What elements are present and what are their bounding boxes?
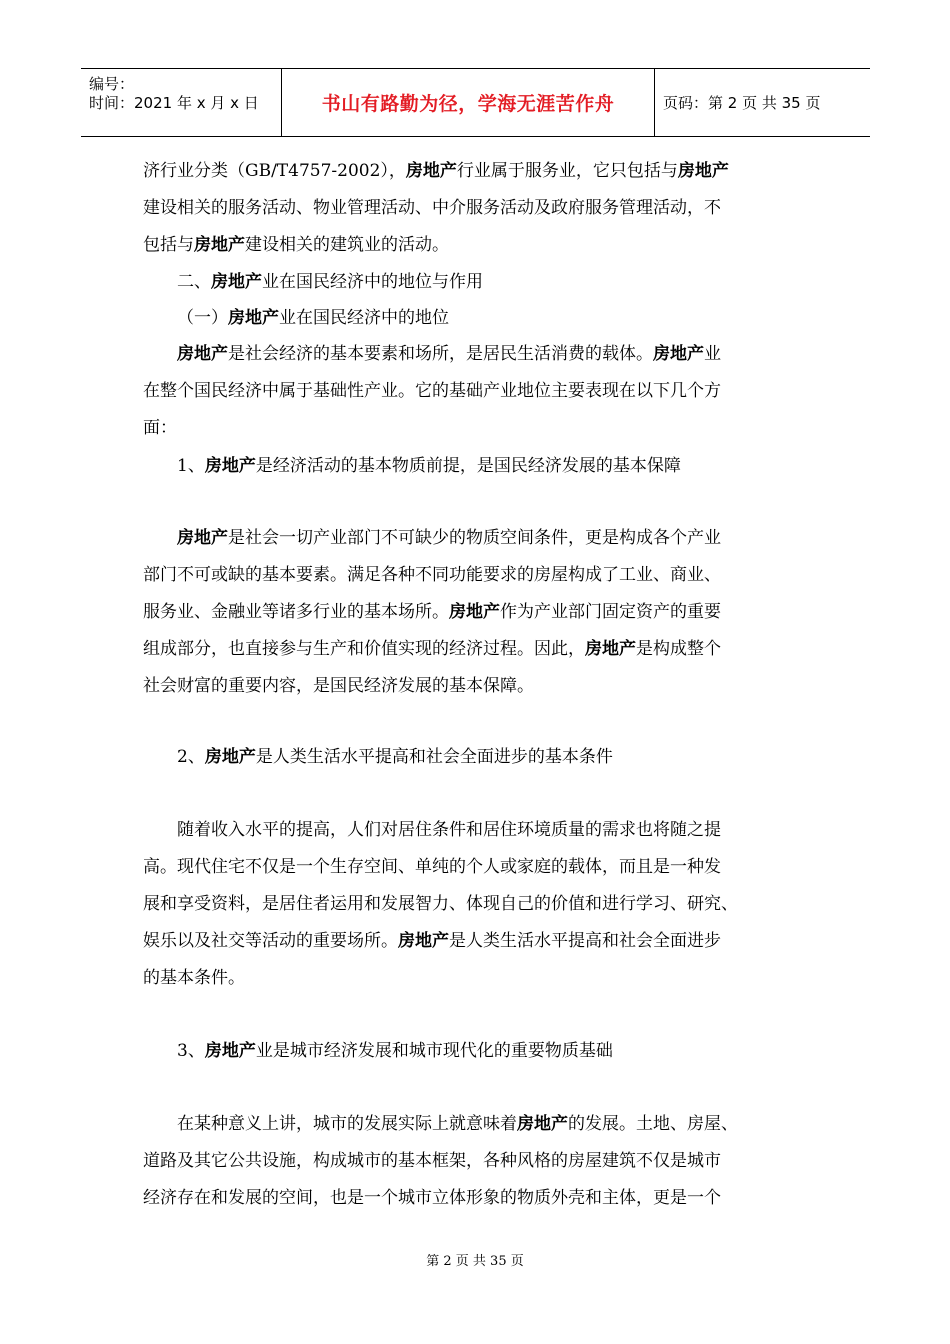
text-segment: 是经济活动的基本物质前提，是国民经济发展的基本保障: [255, 456, 681, 476]
text-segment: 组成部分，也直接参与生产和价值实现的经济过程。因此，: [143, 639, 585, 659]
text-line: [143, 893, 808, 915]
keyword-emphasis: 房地产: [177, 528, 228, 548]
text-segment: 1、: [177, 456, 205, 476]
text-line: [143, 527, 842, 549]
text-segment: 业在国民经济中的地位: [279, 308, 449, 328]
text-line: [143, 271, 842, 293]
text-line: [143, 380, 808, 402]
keyword-emphasis: 房地产: [204, 747, 256, 767]
text-line: [143, 930, 808, 952]
text-segment: 道路及其它公共设施，构成城市的基本框架，各种风格的房屋建筑不仅是城市: [143, 1151, 721, 1171]
text-segment: 部门不可或缺的基本要素。满足各种不同功能要求的房屋构成了工业、商业、: [143, 565, 721, 585]
text-line: [143, 1150, 808, 1172]
keyword-emphasis: 房地产: [177, 344, 228, 364]
text-segment: 是人类生活水平提高和社会全面进步的基本条件: [255, 747, 613, 767]
text-segment: 随着收入水平的提高，人们对居住条件和居住环境质量的需求也将随之提: [177, 820, 721, 840]
text-line: [143, 197, 808, 219]
text-segment: 服务业、金融业等诸多行业的基本场所。: [143, 602, 449, 622]
keyword-emphasis: 房地产: [204, 456, 256, 476]
date-label: 时间：2021 年 x 月 x 日: [89, 94, 259, 112]
text-segment: 二、: [177, 272, 211, 292]
text-segment: 是社会经济的基本要素和场所，是居民生活消费的载体。: [228, 344, 653, 364]
text-line: [143, 343, 842, 365]
text-line: [143, 819, 842, 841]
text-segment: 建设相关的服务活动、物业管理活动、中介服务活动及政府服务管理活动，不: [143, 198, 721, 218]
text-segment: 是人类生活水平提高和社会全面进步: [449, 931, 721, 951]
text-segment: 济行业分类（GB/T4757-2002），: [143, 161, 406, 181]
number-label: 编号：: [89, 75, 135, 93]
text-segment: 业是城市经济发展和城市现代化的重要物质基础: [255, 1041, 613, 1061]
keyword-emphasis: 房地产: [405, 161, 457, 181]
text-segment: 是社会一切产业部门不可缺少的物质空间条件，更是构成各个产业: [228, 528, 721, 548]
text-line: [143, 675, 808, 697]
text-line: [143, 1113, 842, 1135]
keyword-emphasis: 房地产: [653, 344, 704, 364]
motto: 书山有路勤为径，学海无涯苦作舟: [321, 93, 615, 115]
text-segment: （一）: [177, 308, 228, 328]
text-segment: 展和享受资料，是居住者运用和发展智力、体现自己的价值和进行学习、研究、: [143, 894, 738, 914]
text-segment: 行业属于服务业，它只包括与: [456, 161, 678, 181]
text-line: [143, 234, 808, 256]
text-line: [143, 417, 808, 439]
text-segment: 作为产业部门固定资产的重要: [500, 602, 721, 622]
text-segment: 的基本条件。: [143, 968, 245, 988]
keyword-emphasis: 房地产: [204, 1041, 256, 1061]
text-segment: 业: [704, 344, 721, 364]
text-segment: 建设相关的建筑业的活动。: [245, 235, 449, 255]
header-motto-cell: [282, 69, 655, 136]
header-meta-cell: [81, 69, 282, 136]
text-segment: 娱乐以及社交等活动的重要场所。: [143, 931, 398, 951]
text-segment: 包括与: [143, 235, 194, 255]
text-line: [143, 967, 808, 989]
text-line: [143, 856, 808, 878]
text-line: [143, 160, 808, 182]
text-line: [143, 1040, 842, 1062]
text-line: [143, 746, 842, 768]
text-segment: 2、: [177, 747, 205, 767]
text-segment: 是构成整个: [636, 639, 721, 659]
text-line: [143, 638, 808, 660]
text-segment: 高。现代住宅不仅是一个生存空间、单纯的个人或家庭的载体，而且是一种发: [143, 857, 721, 877]
text-line: [143, 307, 842, 329]
keyword-emphasis: 房地产: [677, 161, 729, 181]
text-segment: 在某种意义上讲，城市的发展实际上就意味着: [177, 1114, 517, 1134]
text-segment: 3、: [177, 1041, 205, 1061]
header-page-cell: [655, 69, 870, 136]
text-line: [143, 601, 808, 623]
text-segment: 在整个国民经济中属于基础性产业。它的基础产业地位主要表现在以下几个方: [143, 381, 721, 401]
page-info: 页码：第 2 页 共 35 页: [663, 94, 821, 112]
text-segment: 业在国民经济中的地位与作用: [262, 272, 483, 292]
text-line: [143, 1187, 808, 1209]
keyword-emphasis: 房地产: [194, 235, 245, 255]
text-line: [143, 564, 808, 586]
text-segment: 社会财富的重要内容，是国民经济发展的基本保障。: [143, 676, 534, 696]
text-segment: 经济存在和发展的空间，也是一个城市立体形象的物质外壳和主体，更是一个: [143, 1188, 721, 1208]
text-segment: 的发展。土地、房屋、: [568, 1114, 738, 1134]
keyword-emphasis: 房地产: [517, 1114, 568, 1134]
keyword-emphasis: 房地产: [449, 602, 500, 622]
page-footer: 第 2 页 共 35 页: [426, 1254, 524, 1269]
text-segment: 面：: [143, 418, 177, 438]
keyword-emphasis: 房地产: [398, 931, 449, 951]
page-header: [81, 68, 870, 137]
keyword-emphasis: 房地产: [228, 308, 279, 328]
keyword-emphasis: 房地产: [585, 639, 636, 659]
keyword-emphasis: 房地产: [211, 272, 262, 292]
text-line: [143, 455, 842, 477]
